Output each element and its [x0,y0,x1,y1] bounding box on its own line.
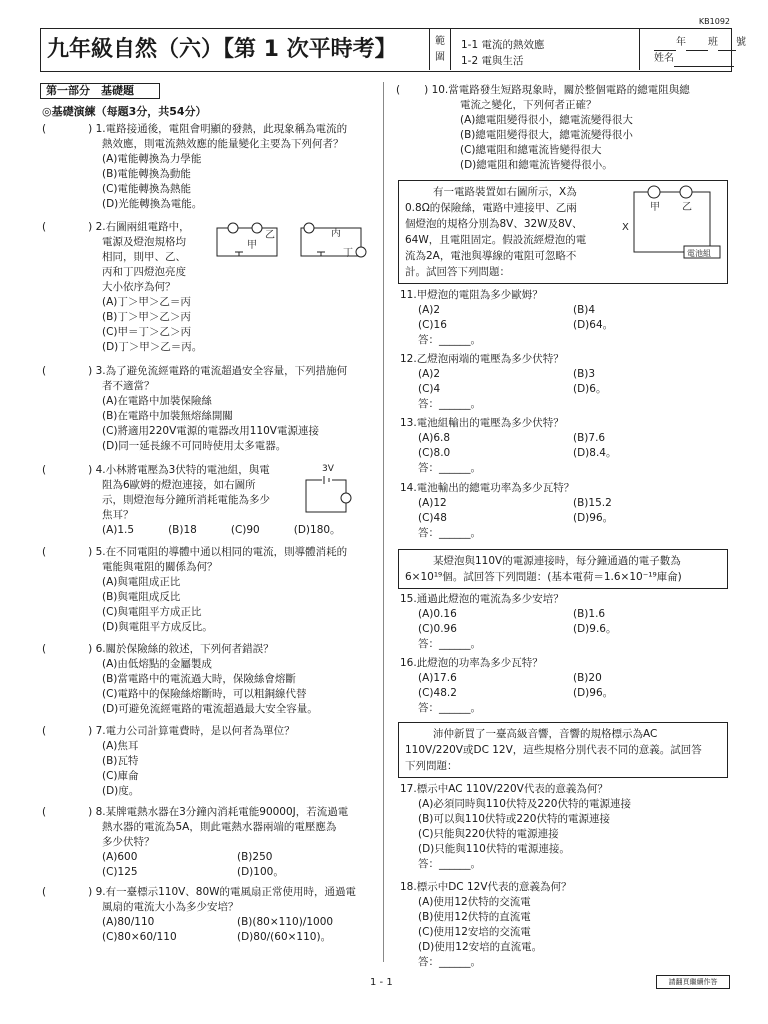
label-bing: 丙 [331,228,341,239]
question-3: ( ) 3.為了避免流經電路的電流超過安全容量，下列措施何 者不適當？ (A)在電路中加裝保險絲 (B)在電路中加裝無熔絲開關 (C)將適用220V電源的電器改用110V電源連接 (D)同一延長線不可同時使用太多電器。 [42,365,348,452]
page-number: 1 - 1 [370,977,393,988]
question-12: 12.乙燈泡兩端的電壓為多少伏特？ (A)2 (B)3 (C)4 (D)6。 答：______。 [400,353,607,410]
fig-label-x: X [622,222,629,233]
label-jia: 甲 [247,240,257,251]
fig-label-battery: 電池組 [687,249,711,258]
question-18: 18.標示中DC 12V代表的意義為何？ (A)使用12伏特的交流電 (B)使用12伏特的直流電 (C)使用12安培的交流電 (D)使用12安培的直流電。 答：______。 [400,881,572,968]
question-4: ( ) 4.小林將電壓為3伏特的電池組，與電 阻為6歐姆的燈泡連接，如右圖所 示，則燈泡每分鐘所消耗電能為多少 焦耳？ (A)1.5 (B)18 (C)90 (D)180。 [42,464,341,536]
exam-title: 九年級自然（六）【第 1 次平時考】 [47,37,397,62]
student-info: 年 班 號 姓名 [639,29,731,70]
scope-label: 範 圍 [429,29,451,70]
question-2: ( ) 2.右圖兩組電路中， 電源及燈泡規格均 相同，則甲、乙、 丙和丁四燈泡亮度 大小依序為何？ (A)丁＞甲＞乙＝丙 (B)丁＞甲＞乙＞丙 (C)甲＝丁＞乙＞丙 (D)丁＞甲＞乙＝丙。 [42,221,203,353]
question-5: ( ) 5.在不同電阻的導體中通以相同的電流，則導體消耗的 電能與電阻的關係為何？ (A)與電阻成正比 (B)與電阻成反比 (C)與電阻平方成正比 (D)與電阻平方成反比。 [42,546,348,633]
context-box-1: 有一電路裝置如右圖所示，X為 0.8Ω的保險絲，電路中連接甲、乙兩 個燈泡的規格分別為8V、32W及8V、 64W，且電阻固定。假設流經燈泡的電 流為2A，電池與導線的電阻可忽略不 計。試回答下列問題： [398,180,728,284]
context-box-3: 沛仲新買了一臺高級音響，音響的規格標示為AC 110V/220V或DC 12V，這些規格分別代表不同的意義。試回答 下列問題： [398,722,728,778]
question-10: ( ) 10.當電路發生短路現象時，關於整個電路的總電阻與總 電流之變化，下列何者正確？ (A)總電阻變得很小，總電流變得很大 (B)總電阻變得很大，總電流變得很小 (C)總電阻和總電流皆變得很大 (D)總電阻和總電流皆變得很小。 [396,84,690,171]
fig-label-yi: 乙 [682,202,692,213]
question-13: 13.電池組輸出的電壓為多少伏特？ (A)6.8 (B)7.6 (C)8.0 (D)8.4。 答：______。 [400,417,617,474]
topic-2: 1-2 電與生活 [461,55,524,67]
column-divider [383,82,384,962]
label-ding: 丁 [343,248,353,259]
label-yi: 乙 [265,230,275,241]
fig-label-jia: 甲 [650,202,660,213]
scope-topics [461,37,545,69]
q2-circuit-figure [205,220,375,270]
context-box-2: 某燈泡與110V的電源連接時，每分鐘通過的電子數為 6×10¹⁹個。試回答下列問題：(基本電荷＝1.6×10⁻¹⁹庫侖) [398,549,728,589]
question-17: 17.標示中AC 110V/220V代表的意義為何？ (A)必須同時與110伏特及220伏特的電源連接 (B)可以與110伏特或220伏特的電源連接 (C)只能與220伏特的電源連接 (D)只能與110伏特的電源連接。 答：______。 [400,783,631,870]
battery-label: 3V [322,464,334,474]
question-8: ( ) 8.某牌電熱水器在3分鐘內消耗電能90000J，若流過電 熱水器的電流為5A，則此電熱水器兩端的電壓應為 多少伏特？ (A)600 (B)250 (C)125 (D)100。 [42,806,349,878]
question-6: ( ) 6.關於保險絲的敘述，下列何者錯誤？ (A)由低熔點的金屬製成 (B)當電路中的電流過大時，保險絲會熔斷 (C)電路中的保險絲熔斷時，可以粗銅線代替 (D)可避免流經電路的電流超過最大安全容量。 [42,643,318,715]
question-16: 16.此燈泡的功率為多少瓦特？ (A)17.6 (B)20 (C)48.2 (D)96。 答：______。 [400,657,614,714]
question-7: ( ) 7.電力公司計算電費時，是以何者為單位？ (A)焦耳 (B)瓦特 (C)庫侖 (D)度。 [42,725,295,797]
section-heading: ◎基礎演練（每題3分，共54分） [42,105,207,118]
paper-code: KB1092 [698,17,730,26]
q4-circuit-figure [300,462,360,522]
question-15: 15.通過此燈泡的電流為多少安培？ (A)0.16 (B)1.6 (C)0.96 (D)9.6。 答：______。 [400,593,617,650]
part-label: 第一部分 基礎題 [40,83,160,99]
box1-circuit-figure [620,184,725,264]
question-14: 14.電池輸出的總電功率為多少瓦特？ (A)12 (B)15.2 (C)48 (D)96。 答：______。 [400,482,614,539]
question-1: ( ) 1.電路接通後，電阻會明顯的發熱，此現象稱為電流的 熱效應，則電流熱效應的能量變化主要為下列何者？ (A)電能轉換為力學能 (B)電能轉換為動能 (C)電能轉換為熱能 (D)光能轉換為電能。 [42,123,348,210]
turn-page-note: 請翻頁繼續作答 [656,975,730,989]
question-11: 11.甲燈泡的電阻為多少歐姆？ (A)2 (B)4 (C)16 (D)64。 答：______。 [400,289,614,346]
topic-1: 1-1 電流的熱效應 [461,39,545,51]
exam-header [40,28,746,72]
question-9: ( ) 9.有一臺標示110V、80W的電風扇正常使用時，通過電 風扇的電流大小為多少安培？ (A)80/110 (B)(80×110)/1000 (C)80×60/110 (D)80/(60×110)。 [42,886,357,943]
